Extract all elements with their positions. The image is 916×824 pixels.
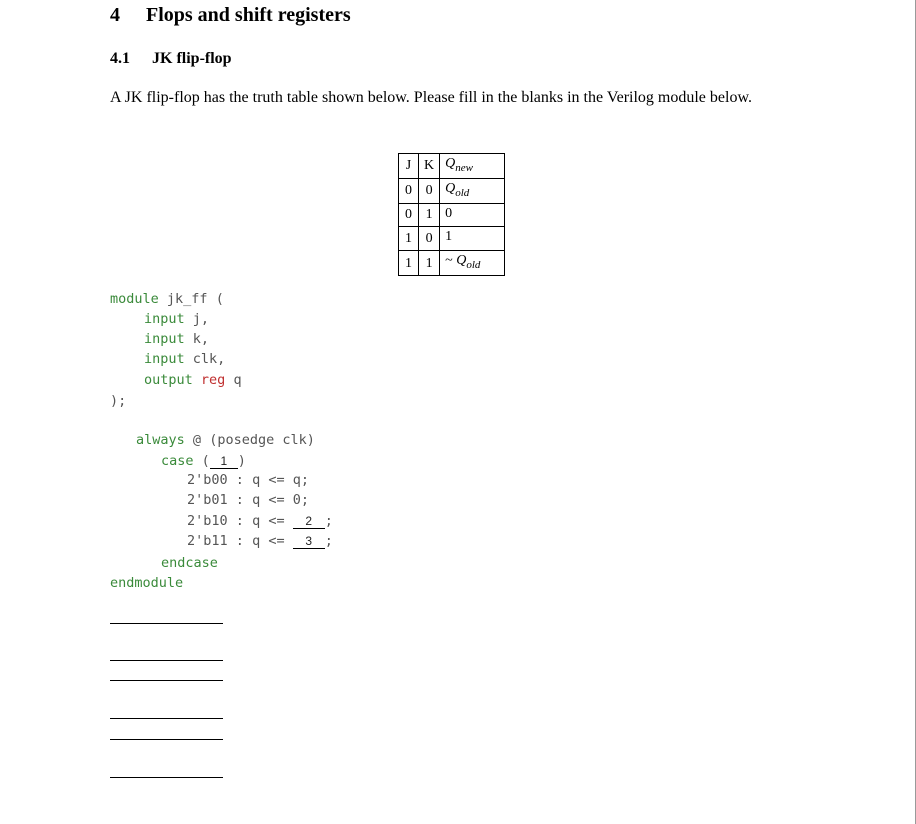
code-always-line: always @ (posedge clk) [136,432,315,448]
truth-table-header [399,154,505,179]
code-close-paren: ); [110,393,127,409]
code-port-line: input clk, [144,351,226,367]
row-q: ~ $Q_{old}$ [440,251,505,276]
blank-2: 2 [293,514,325,529]
code-case-item: 2'b01 : q <= 0; [187,492,310,508]
row-j: 0 [399,178,419,203]
row-k: 0 [419,178,440,203]
code-endmodule: endmodule [110,575,184,591]
truth-table [398,153,505,276]
answer-line-5[interactable] [110,739,223,740]
code-module-line: module jk_ff ( [110,291,224,307]
subsection-heading [110,50,232,68]
row-j: 1 [399,251,419,276]
row-j: 0 [399,203,419,227]
code-case-item: 2'b10 : q <= 2 ; [187,513,333,529]
section-title: Flops and shift registers [146,4,351,26]
code-endcase: endcase [161,555,218,571]
answer-line-3[interactable] [110,680,223,681]
header-q-new: $Q_{new}$ [440,154,505,179]
row-k: 0 [419,227,440,251]
section-number: 4 [110,4,120,26]
answer-line-4[interactable] [110,718,223,719]
answer-line-1[interactable] [110,623,223,624]
header-k: K [419,154,440,179]
code-port-line: input j, [144,311,210,327]
row-q: $Q_{old}$ [440,178,505,203]
header-j: J [399,154,419,179]
blank-3: 3 [293,534,325,549]
section-heading [110,4,351,27]
truth-table-row [399,178,505,203]
code-port-line: input k, [144,331,210,347]
row-q: 0 [440,203,505,227]
row-j: 1 [399,227,419,251]
row-k: 1 [419,203,440,227]
row-q: 1 [440,227,505,251]
truth-table-row [399,203,505,227]
code-case-line: case ( 1 ) [161,453,246,469]
code-case-item: 2'b11 : q <= 3 ; [187,533,333,549]
answer-line-2[interactable] [110,660,223,661]
intro-paragraph: A JK flip-flop has the truth table shown below. Please fill in the blanks in the Verilog module below. [110,89,752,106]
subsection-number: 4.1 [110,50,130,67]
code-case-item: 2'b00 : q <= q; [187,472,310,488]
truth-table-row [399,227,505,251]
truth-table-row [399,251,505,276]
answer-line-6[interactable] [110,777,223,778]
subsection-title: JK flip-flop [152,50,232,67]
blank-1: 1 [210,454,238,469]
code-port-line: output reg q [144,372,242,388]
row-k: 1 [419,251,440,276]
